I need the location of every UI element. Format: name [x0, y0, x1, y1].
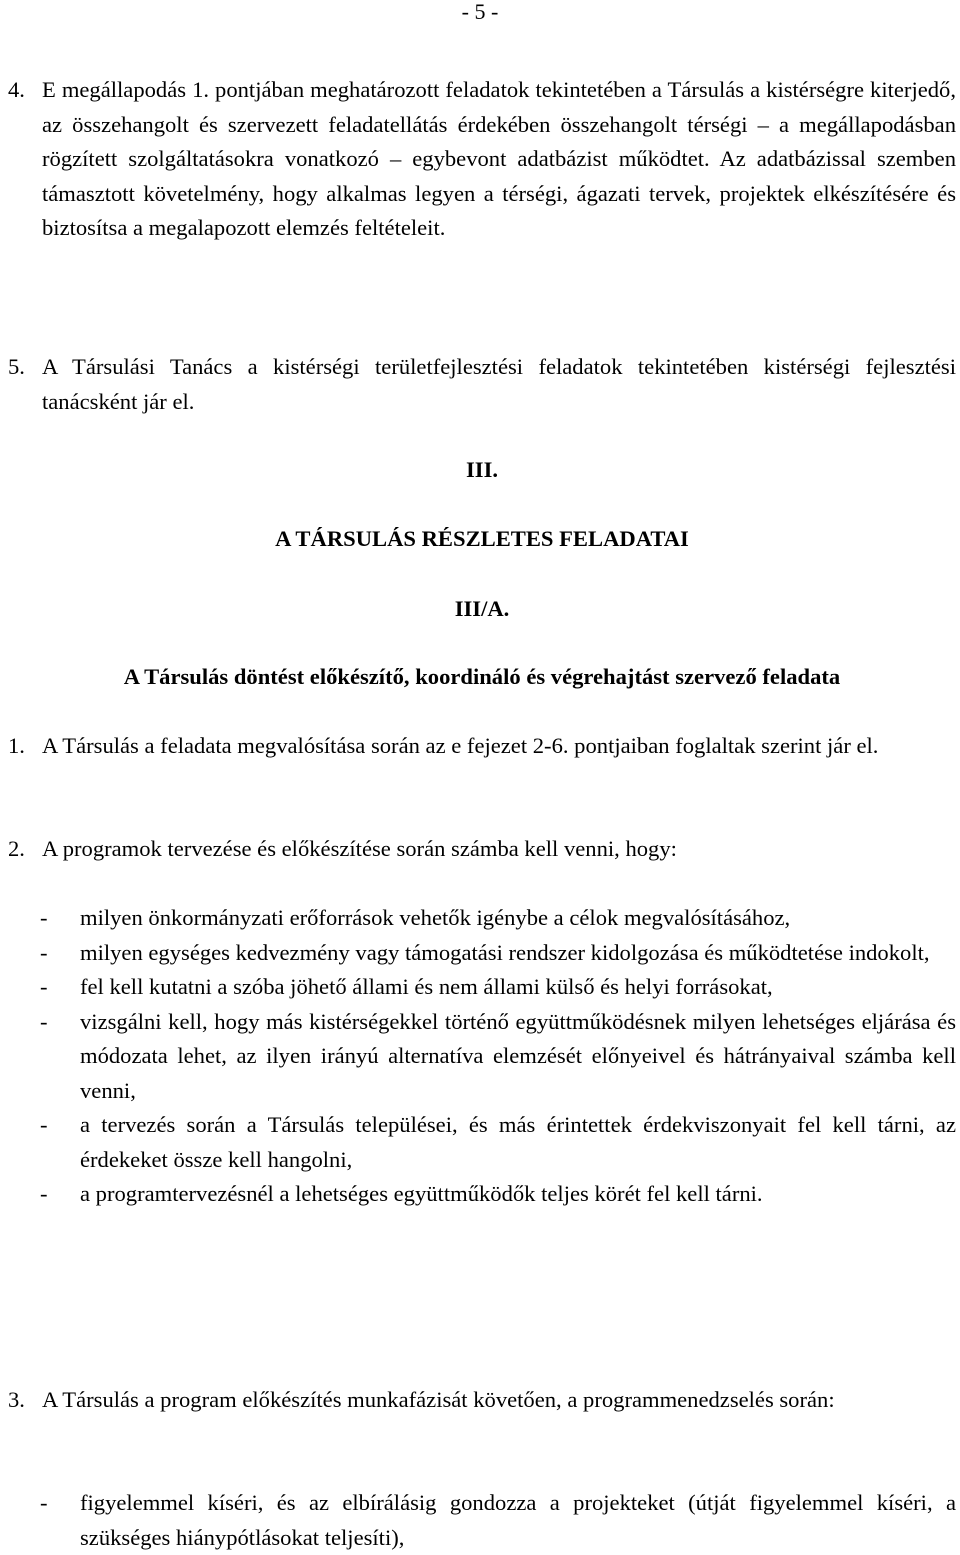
list-item-text: figyelemmel kíséri, és az elbírálásig gondozza a projekteket (útját figyelemmel kíséri, a szükséges hiánypótlásokat teljesíti), — [80, 1490, 956, 1550]
list-item — [40, 1177, 956, 1212]
paragraph-text: A Társulás a program előkészítés munkafázisát követően, a programmenedzselés során: — [42, 1387, 835, 1412]
list-dash: - — [40, 974, 48, 999]
page-number: - 5 - — [461, 0, 499, 24]
paragraph-number: 3. — [8, 1387, 25, 1412]
list-item-text: milyen önkormányzati erőforrások vehetők igénybe a célok megvalósításához, — [80, 905, 791, 930]
paragraph-text: A Társulási Tanács a kistérségi területfejlesztési feladatok tekintetében kistérségi fejlesztési tanácsként jár el. — [42, 354, 956, 414]
list-dash: - — [40, 1181, 48, 1206]
paragraph-1 — [8, 729, 956, 764]
list-item — [40, 1486, 956, 1555]
paragraph-2 — [8, 832, 956, 867]
list-dash: - — [40, 905, 48, 930]
list-dash: - — [40, 1112, 48, 1137]
list-item — [40, 1108, 956, 1177]
chapter-number: III. — [465, 457, 499, 482]
list-dash: - — [40, 939, 48, 965]
section-number: III/A. — [454, 596, 510, 621]
list-item — [40, 901, 956, 936]
list-item — [40, 1005, 956, 1109]
list-dash: - — [40, 1008, 48, 1034]
list-item-text: milyen egységes kedvezmény vagy támogatási rendszer kidolgozása és működtetése indokolt, — [80, 939, 930, 965]
paragraph-3 — [8, 1383, 956, 1418]
list-item-text: vizsgálni kell, hogy más kistérségekkel történő együttműködésnek milyen lehetséges eljárása és módozata lehet, az ilyen irányú alternatíva elemzését előnyeivel és hátrányaival számba kell venni, — [80, 1008, 956, 1103]
paragraph-number: 4. — [8, 77, 25, 102]
list-item-text: fel kell kutatni a szóba jöhető állami és nem állami külső és helyi forrásokat, — [80, 974, 773, 999]
paragraph-text: E megállapodás 1. pontjában meghatározott feladatok tekintetében a Társulás a kistérségre kiterjedő, az összehangolt és szervezett feladatellátás érdekében összehangolt térségi – a megállapodásban rögzített szolgáltatásokra vonatkozó – egybevont adatbázist működtet. Az adatbázissal szemben támasztott követelmény, hogy alkalmas legyen a térségi, ágazati tervek, projektek elkészítésére és biztosítsa a megalapozott elemzés feltételeit. — [42, 77, 956, 240]
list-item — [40, 936, 956, 971]
list-item-text: a programtervezésnél a lehetséges együttműködők teljes körét fel kell tárni. — [80, 1181, 763, 1206]
list-dash: - — [40, 1490, 48, 1515]
paragraph-number: 1. — [8, 733, 25, 758]
paragraph-text: A programok tervezése és előkészítése során számba kell venni, hogy: — [42, 836, 677, 861]
list-item — [40, 970, 956, 1005]
paragraph-number: 2. — [8, 836, 25, 861]
paragraph-2-list — [40, 901, 956, 1212]
chapter-title: A TÁRSULÁS RÉSZLETES FELADATAI — [275, 526, 689, 551]
paragraph-number: 5. — [8, 354, 25, 379]
paragraph-3-list — [40, 1486, 956, 1555]
paragraph-5 — [8, 350, 956, 419]
paragraph-text: A Társulás a feladata megvalósítása során az e fejezet 2-6. pontjaiban foglaltak szerint jár el. — [42, 733, 879, 758]
list-item-text: a tervezés során a Társulás települései, és más érintettek érdekviszonyait fel kell tárni, az érdekeket össze kell hangolni, — [80, 1112, 956, 1172]
section-title: A Társulás döntést előkészítő, koordináló és végrehajtást szervező feladata — [123, 664, 841, 689]
paragraph-4 — [8, 73, 956, 246]
